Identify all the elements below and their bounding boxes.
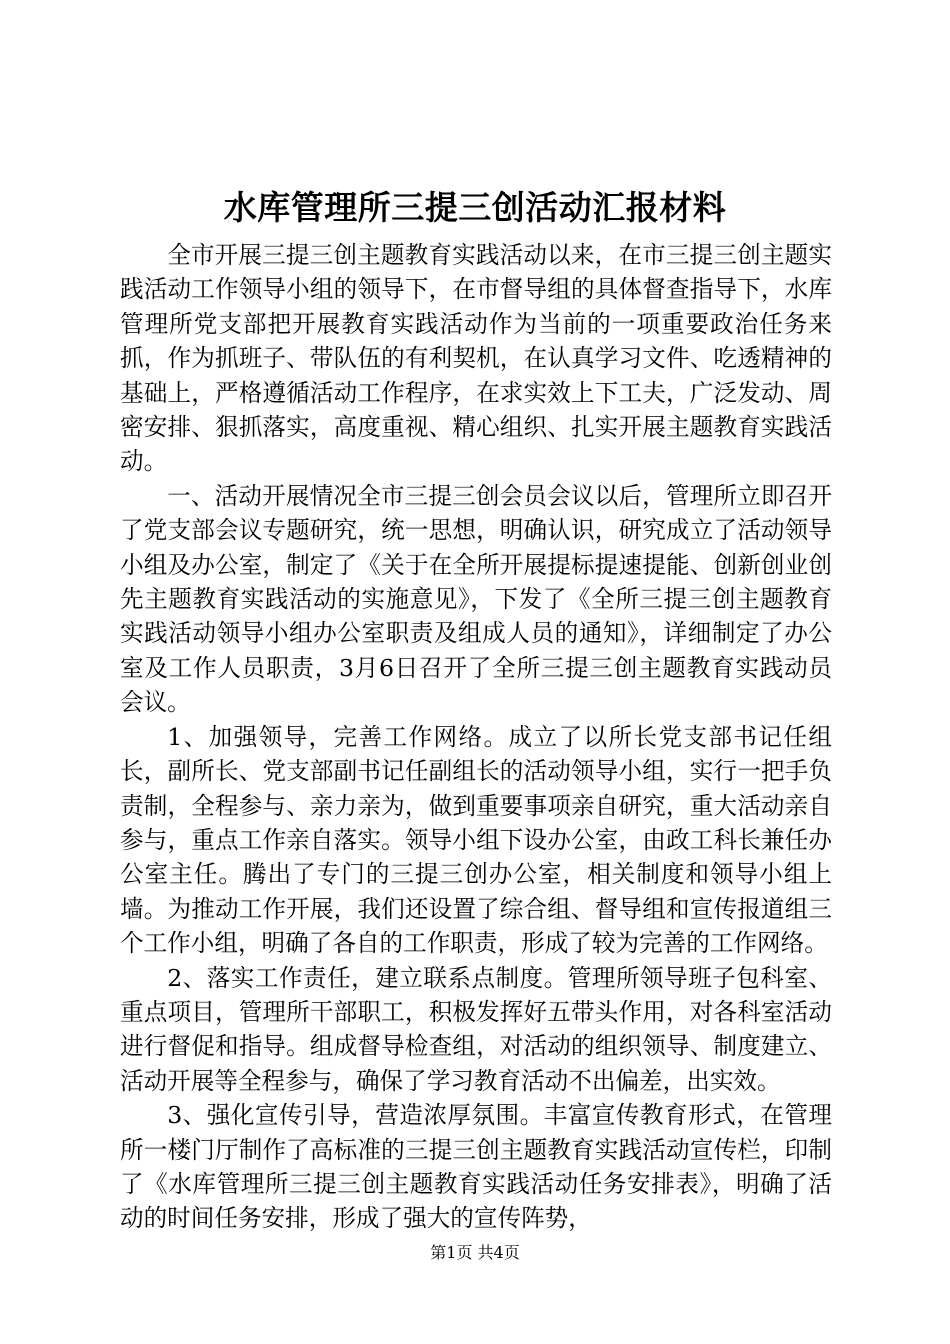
paragraph-item-2: 2、落实工作责任，建立联系点制度。管理所领导班子包科室、重点项目，管理所干部职工，积极发挥好五带头作用，对各科室活动进行督促和指导。组成督导检查组，对活动的组织领导、制度建立、活动开展等全程参与，确保了学习教育活动不出偏差，出实效。 (120, 963, 832, 1095)
page-number-indicator: 第1页 共4页 (430, 1243, 520, 1262)
document-body (120, 238, 832, 1236)
paragraph-item-3: 3、强化宣传引导，营造浓厚氛围。丰富宣传教育形式，在管理所一楼门厅制作了高标准的三提三创主题教育实践活动宣传栏，印制了《水库管理所三提三创主题教育实践活动任务安排表》，明确了活动的时间任务安排，形成了强大的宣传阵势， (120, 1101, 832, 1233)
paragraph-item-1: 1、加强领导，完善工作网络。成立了以所长党支部书记任组长，副所长、党支部副书记任副组长的活动领导小组，实行一把手负责制，全程参与、亲力亲为，做到重要事项亲自研究，重大活动亲自参与，重点工作亲自落实。领导小组下设办公室，由政工科长兼任办公室主任。腾出了专门的三提三创办公室，相关制度和领导小组上墙。为推动工作开展，我们还设置了综合组、督导组和宣传报道组三个工作小组，明确了各自的工作职责，形成了较为完善的工作网络。 (120, 722, 832, 958)
paragraph-intro: 全市开展三提三创主题教育实践活动以来，在市三提三创主题实践活动工作领导小组的领导下，在市督导组的具体督查指导下，水库管理所党支部把开展教育实践活动作为当前的一项重要政治任务来抓，作为抓班子、带队伍的有利契机，在认真学习文件、吃透精神的基础上，严格遵循活动工作程序，在求实效上下工夫，广泛发动、周密安排、狠抓落实，高度重视、精心组织、扎实开展主题教育实践活动。 (120, 241, 832, 476)
paragraph-section-1: 一、活动开展情况全市三提三创会员会议以后，管理所立即召开了党支部会议专题研究，统一思想，明确认识，研究成立了活动领导小组及办公室，制定了《关于在全所开展提标提速提能、创新创业创先主题教育实践活动的实施意见》，下发了《全所三提三创主题教育实践活动领导小组办公室职责及组成人员的通知》，详细制定了办公室及工作人员职责，3月6日召开了全所三提三创主题教育实践动员会议。 (120, 481, 832, 717)
page-footer (0, 1242, 950, 1264)
document-title: 水库管理所三提三创活动汇报材料 (223, 188, 727, 227)
